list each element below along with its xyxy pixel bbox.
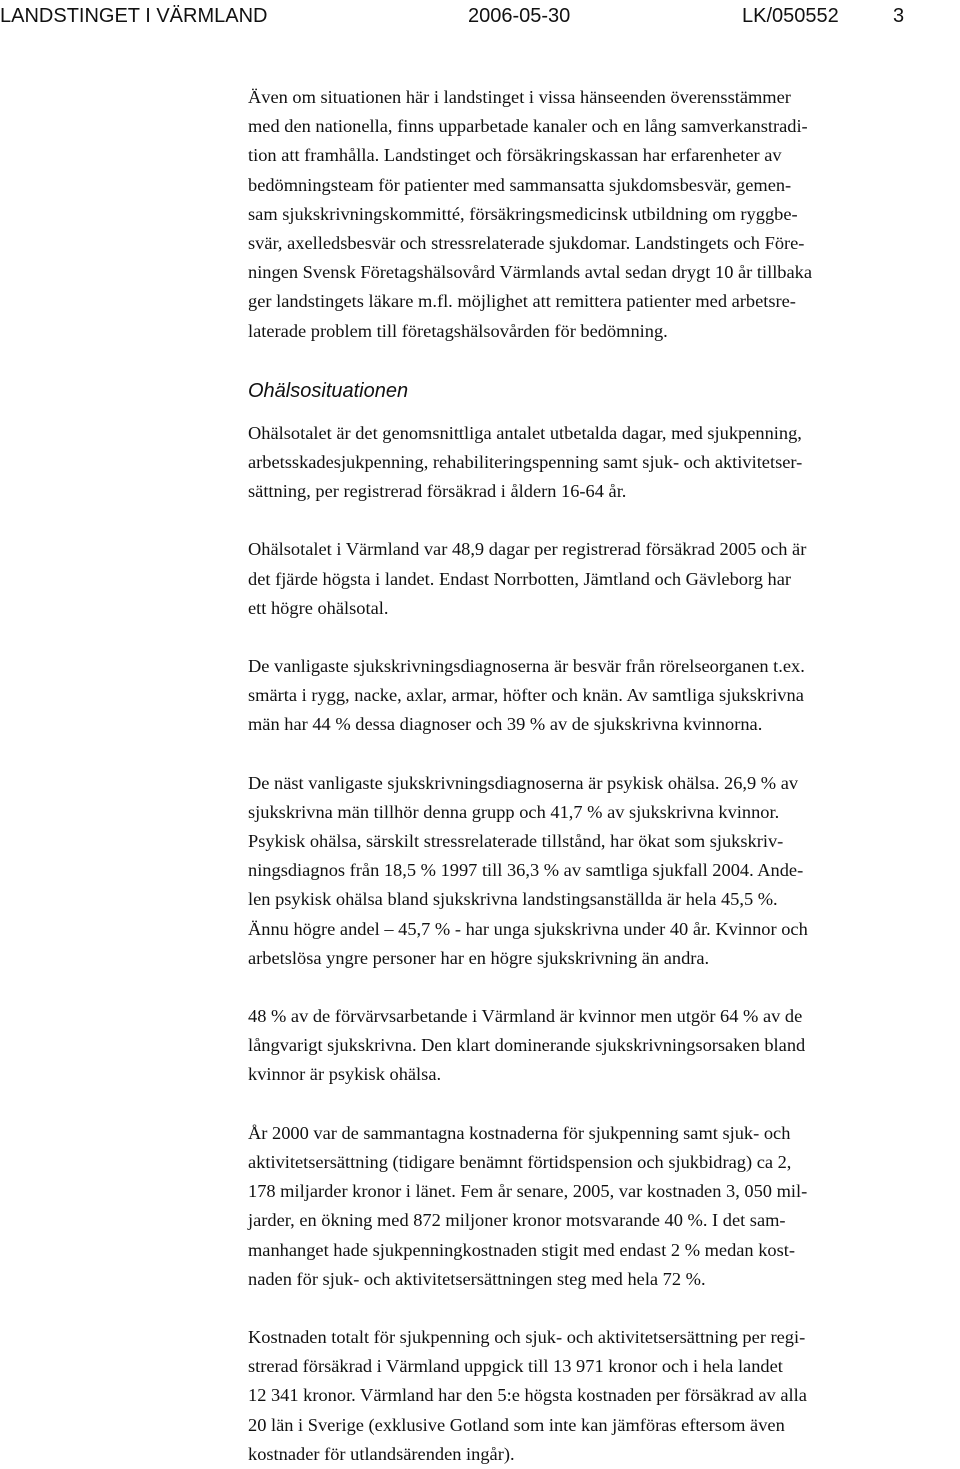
text-line: det fjärde högsta i landet. Endast Norrbotten, Jämtland och Gävleborg har	[248, 568, 792, 589]
text-line: laterade problem till företagshälsovården för bedömning.	[248, 320, 668, 341]
header-date: 2006-05-30	[468, 5, 571, 27]
text-line: män har 44 % dessa diagnoser och 39 % av de sjukskrivna kvinnorna.	[248, 714, 763, 735]
text-line: naden för sjuk- och aktivitetsersättningen steg med hela 72 %.	[248, 1268, 706, 1289]
text-line: 48 % av de förvärvsarbetande i Värmland är kvinnor men utgör 64 % av de	[248, 1006, 803, 1027]
text-line: sättning, per registrerad försäkrad i åldern 16-64 år.	[248, 481, 627, 502]
page-header	[0, 4, 960, 28]
paragraph-costs-2000-2005	[248, 1119, 958, 1294]
section-heading: Ohälsosituationen	[248, 379, 409, 402]
text-line: arbetslösa yngre personer har en högre sjukskrivning än andra.	[248, 947, 710, 968]
text-line: Ännu högre andel – 45,7 % - har unga sjukskrivna under 40 år. Kvinnor och	[248, 918, 808, 939]
text-line: långvarigt sjukskrivna. Den klart dominerande sjukskrivningsorsaken bland	[248, 1035, 806, 1056]
text-line: Psykisk ohälsa, särskilt stressrelaterade tillstånd, har ökat som sjukskriv-	[248, 831, 784, 852]
text-line: jarder, en ökning med 872 miljoner kronor motsvarande 40 %. I det sam-	[248, 1210, 786, 1231]
intro-paragraph	[248, 83, 958, 346]
text-line: De näst vanligaste sjukskrivningsdiagnoserna är psykisk ohälsa. 26,9 % av	[248, 772, 799, 793]
text-line: bedömningsteam för patienter med sammansatta sjukdomsbesvär, gemen-	[248, 174, 792, 195]
paragraph-sick-rate-definition	[248, 419, 958, 507]
text-line: arbetsskadesjukpenning, rehabiliteringspenning samt sjuk- och aktivitetser-	[248, 452, 803, 473]
text-line: kostnader för utlandsärenden ingår).	[248, 1443, 515, 1464]
text-line: 12 341 kronor. Värmland har den 5:e högsta kostnaden per försäkrad av alla	[248, 1385, 807, 1406]
text-line: År 2000 var de sammantagna kostnaderna för sjukpenning samt sjuk- och	[248, 1122, 791, 1143]
text-line: strerad försäkrad i Värmland uppgick till 13 971 kronor och i hela landet	[248, 1356, 783, 1377]
text-line: sam sjukskrivningskommitté, försäkringsmedicinsk utbildning om ryggbe-	[248, 203, 798, 224]
text-line: 178 miljarder kronor i länet. Fem år senare, 2005, var kostnaden 3, 050 mil-	[248, 1181, 808, 1202]
text-line: kvinnor är psykisk ohälsa.	[248, 1064, 442, 1085]
text-line: manhanget hade sjukpenningkostnaden stigit med endast 2 % medan kost-	[248, 1239, 796, 1260]
document-body	[248, 83, 958, 1469]
paragraph-women-workforce	[248, 1002, 958, 1090]
text-line: Kostnaden totalt för sjukpenning och sjuk- och aktivitetsersättning per regi-	[248, 1326, 806, 1347]
text-line: svär, axelledsbesvär och stressrelaterade sjukdomar. Landstingets och Före-	[248, 233, 805, 254]
text-line: ett högre ohälsotal.	[248, 597, 389, 618]
paragraph-common-diagnoses	[248, 652, 958, 740]
text-line: Ohälsotalet i Värmland var 48,9 dagar per registrerad försäkrad 2005 och är	[248, 539, 807, 560]
text-line: sjukskrivna män tillhör denna grupp och 41,7 % av sjukskrivna kvinnor.	[248, 801, 780, 822]
text-line: aktivitetsersättning (tidigare benämnt förtidspension och sjukbidrag) ca 2,	[248, 1151, 792, 1172]
text-line: ger landstingets läkare m.fl. möjlighet att remittera patienter med arbetsre-	[248, 291, 796, 312]
text-line: tion att framhålla. Landstinget och försäkringskassan har erfarenheter av	[248, 145, 782, 166]
paragraph-cost-per-insured	[248, 1323, 958, 1469]
paragraph-sick-rate-varmland	[248, 535, 958, 623]
header-organization: LANDSTINGET I VÄRMLAND	[0, 5, 268, 27]
text-line: Ohälsotalet är det genomsnittliga antalet utbetalda dagar, med sjukpenning,	[248, 422, 802, 443]
text-line: ningsdiagnos från 18,5 % 1997 till 36,3 % av samtliga sjukfall 2004. Ande-	[248, 860, 804, 881]
text-line: ningen Svensk Företagshälsovård Värmlands avtal sedan drygt 10 år tillbaka	[248, 262, 813, 283]
header-page-number: 3	[893, 5, 905, 27]
paragraph-mental-health	[248, 769, 958, 973]
text-line: Även om situationen här i landstinget i vissa hänseenden överensstämmer	[248, 87, 791, 107]
text-line: med den nationella, finns upparbetade kanaler och en lång samverkanstradi-	[248, 116, 808, 137]
text-line: 20 län i Sverige (exklusive Gotland som inte kan jämföras eftersom även	[248, 1414, 785, 1435]
text-line: len psykisk ohälsa bland sjukskrivna landstingsanställda är hela 45,5 %.	[248, 889, 778, 910]
text-line: De vanligaste sjukskrivningsdiagnoserna är besvär från rörelseorganen t.ex.	[248, 656, 805, 677]
text-line: smärta i rygg, nacke, axlar, armar, höfter och knän. Av samtliga sjukskrivna	[248, 685, 804, 706]
header-reference: LK/050552	[742, 5, 839, 27]
